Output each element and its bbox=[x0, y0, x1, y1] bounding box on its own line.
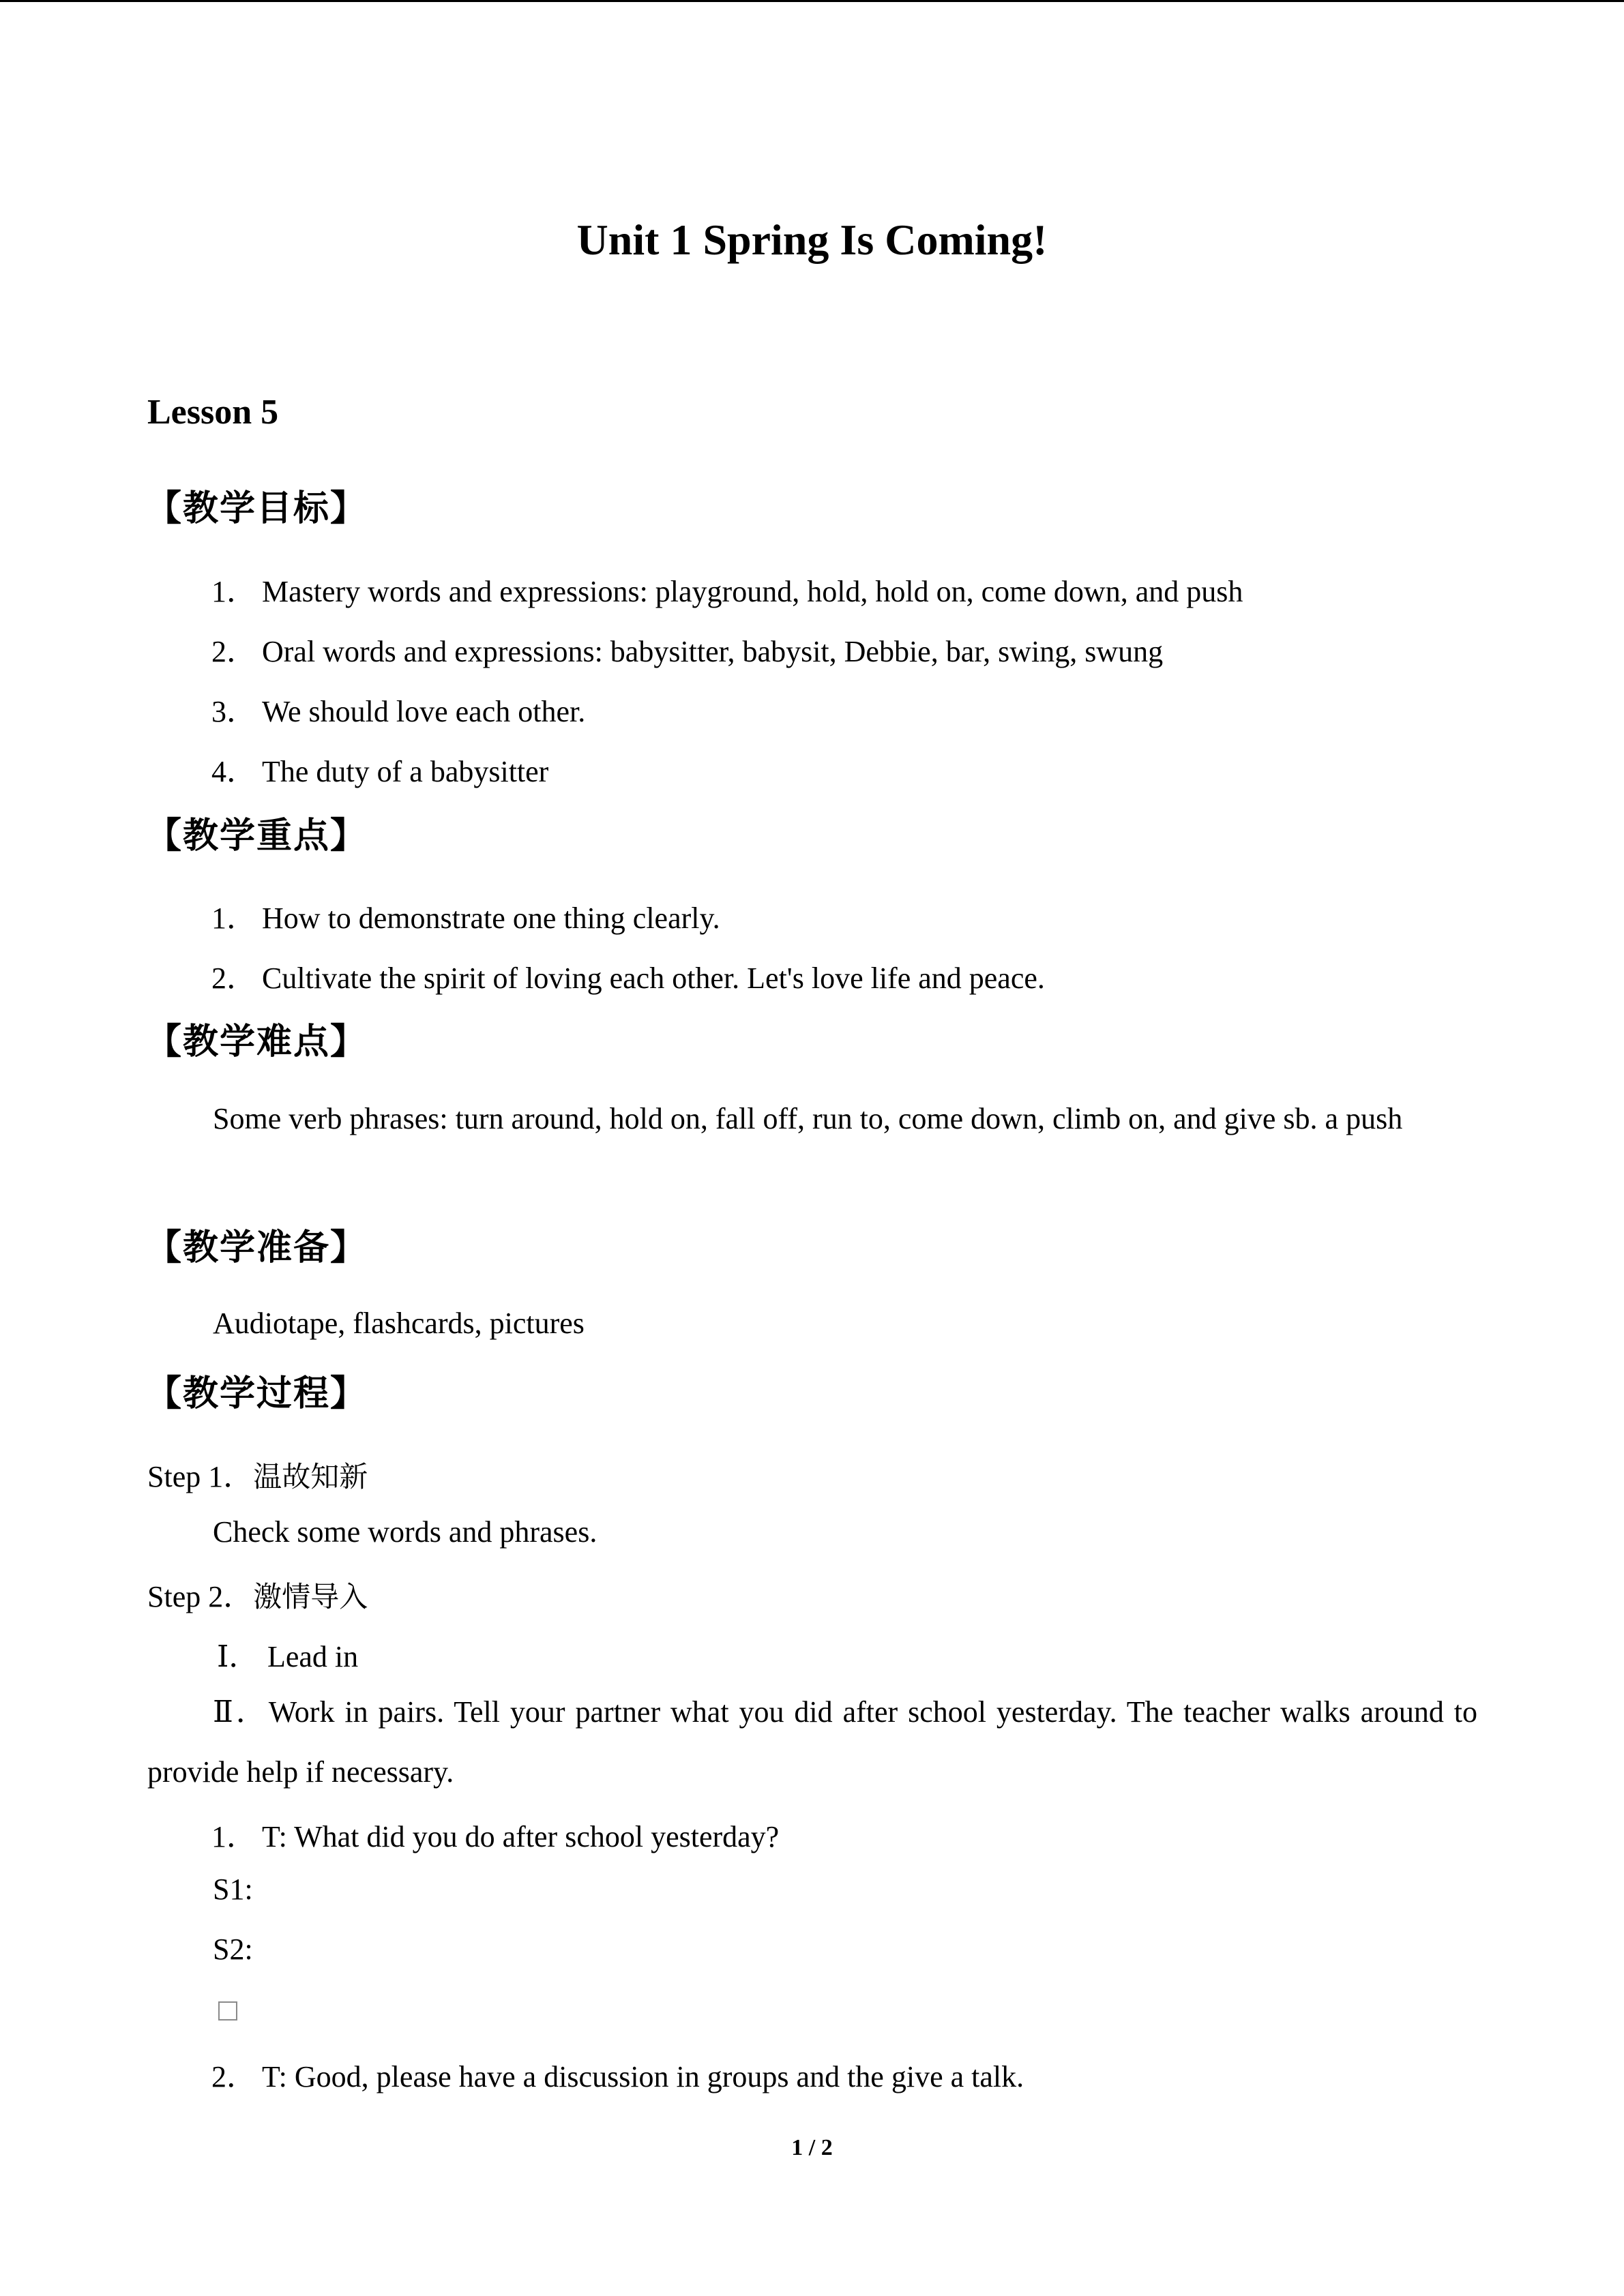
dialog-line bbox=[211, 2052, 1024, 2096]
list-item bbox=[211, 687, 585, 730]
list-item-number: 2． bbox=[211, 961, 256, 995]
dialog-text: S2: bbox=[213, 1933, 253, 1966]
part-text: Lead in bbox=[267, 1640, 359, 1673]
dialog-line bbox=[213, 1932, 253, 1967]
list-item-text: How to demonstrate one thing clearly. bbox=[262, 901, 720, 935]
list-item bbox=[211, 893, 720, 937]
list-item-number: 3． bbox=[211, 695, 256, 728]
empty-box-icon bbox=[218, 2001, 237, 2021]
list-item bbox=[211, 627, 1163, 670]
dialog-line bbox=[211, 1812, 779, 1855]
dialog-text: T: What did you do after school yesterday? bbox=[262, 1820, 780, 1853]
list-item-text: The duty of a babysitter bbox=[262, 755, 549, 788]
section-heading-process: 【教学过程】 bbox=[146, 1373, 368, 1414]
list-item bbox=[211, 567, 1243, 610]
step-2-heading bbox=[147, 1572, 368, 1615]
step-1-heading bbox=[147, 1452, 368, 1495]
list-item-text: We should love each other. bbox=[262, 695, 586, 728]
list-item-number: 2． bbox=[211, 2060, 256, 2093]
dialog-text: S1: bbox=[213, 1873, 253, 1906]
difficulties-paragraph: Some verb phrases: turn around, hold on, fall off, run to, come down, climb on, and give sb. a push bbox=[213, 1102, 1403, 1135]
page-number: 1 / 2 bbox=[791, 2135, 833, 2160]
section-heading-difficulties: 【教学难点】 bbox=[146, 1022, 368, 1062]
dialog-text: T: Good, please have a discussion in groups and the give a talk. bbox=[262, 2060, 1024, 2093]
list-item-number: 1． bbox=[211, 1820, 256, 1853]
roman-numeral: Ⅰ． bbox=[217, 1640, 259, 1673]
step-2-part-2 bbox=[147, 1682, 1477, 1802]
step-title: 激情导入 bbox=[253, 1580, 368, 1613]
list-item-number: 1． bbox=[211, 575, 256, 608]
list-item-text: Mastery words and expressions: playground, hold, hold on, come down, and push bbox=[262, 575, 1243, 608]
document-title: Unit 1 Spring Is Coming! bbox=[576, 215, 1048, 264]
list-item bbox=[211, 747, 548, 790]
section-heading-key-points: 【教学重点】 bbox=[146, 816, 368, 856]
step-title: 温故知新 bbox=[253, 1460, 368, 1493]
step-label: Step 2． bbox=[147, 1580, 254, 1613]
part-text: Work in pairs. Tell your partner what you did after school yesterday. The teacher walks around to provide help if necessary. bbox=[147, 1695, 1477, 1789]
list-item-number: 4． bbox=[211, 755, 256, 788]
dialog-line bbox=[213, 1872, 253, 1907]
section-heading-objectives: 【教学目标】 bbox=[146, 488, 368, 529]
section-heading-preparation: 【教学准备】 bbox=[146, 1227, 368, 1268]
step-2-part-1 bbox=[217, 1632, 358, 1675]
lesson-heading: Lesson 5 bbox=[147, 393, 279, 432]
list-item bbox=[211, 953, 1045, 997]
step-label: Step 1． bbox=[147, 1460, 254, 1493]
roman-numeral: Ⅱ． bbox=[213, 1695, 269, 1729]
list-item-text: Cultivate the spirit of loving each other. Let's love life and peace. bbox=[262, 961, 1045, 995]
preparation-text: Audiotape, flashcards, pictures bbox=[213, 1307, 585, 1340]
list-item-text: Oral words and expressions: babysitter, babysit, Debbie, bar, swing, swung bbox=[262, 635, 1164, 668]
list-item-number: 1． bbox=[211, 901, 256, 935]
list-item-number: 2． bbox=[211, 635, 256, 668]
step-1-text: Check some words and phrases. bbox=[213, 1515, 597, 1549]
